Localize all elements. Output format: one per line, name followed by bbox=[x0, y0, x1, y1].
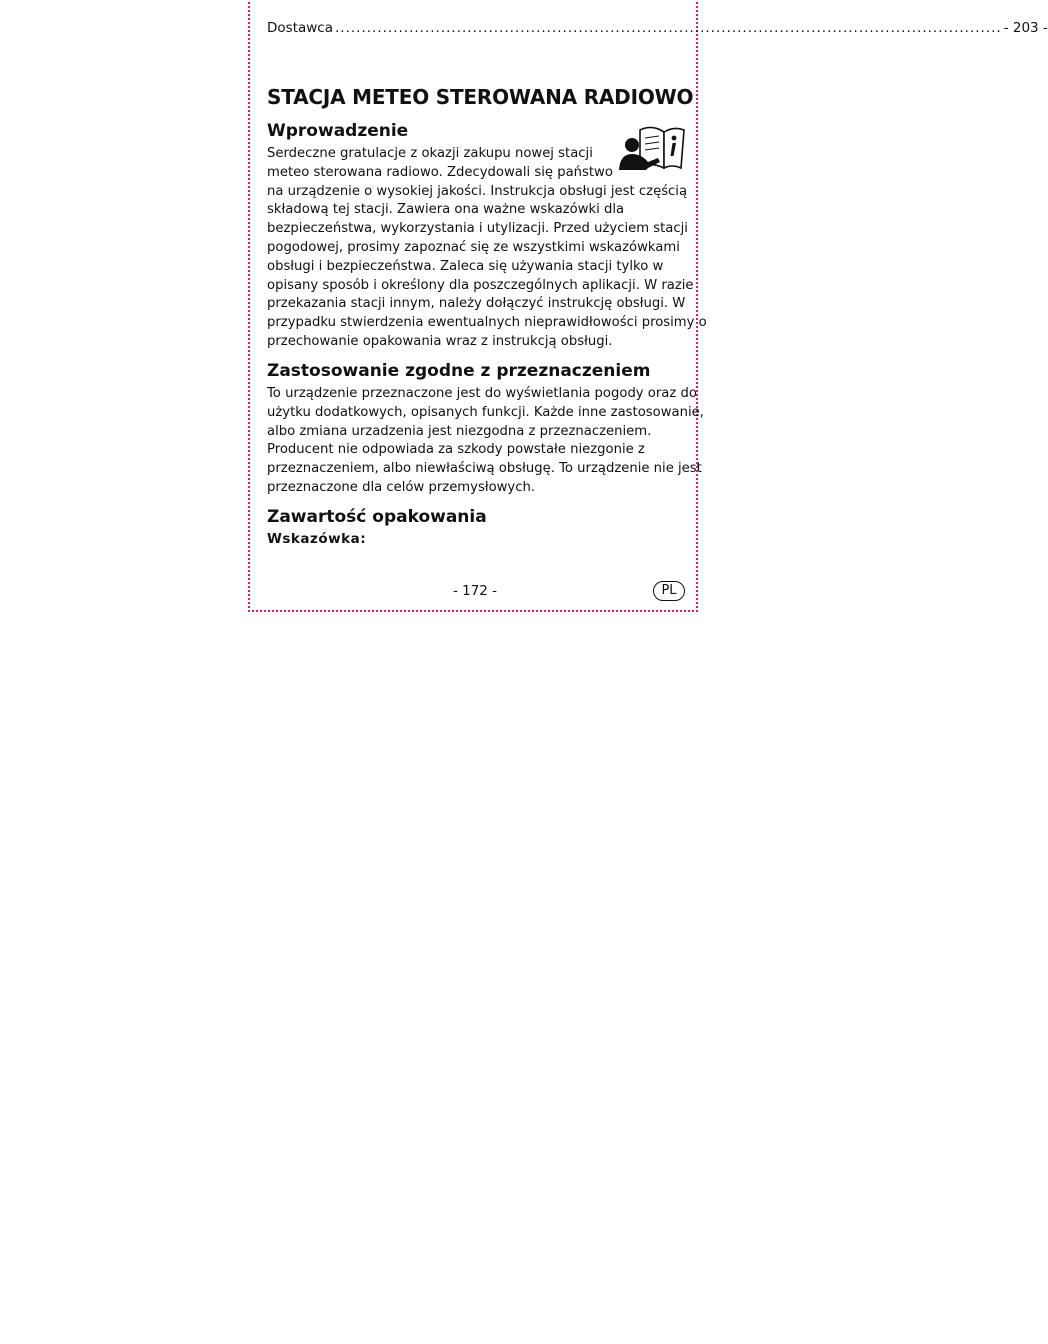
text-line: opisany sposób i określony dla poszczególnych aplikacji. W razie bbox=[267, 277, 694, 293]
text-line: To urządzenie przeznaczone jest do wyświetlania pogody oraz do bbox=[267, 386, 697, 401]
text-line: albo zmiana urzadzenia jest niezgodna z przeznaczeniem. bbox=[267, 423, 652, 439]
page-number: - 172 - bbox=[452, 583, 498, 599]
intro-paragraph bbox=[267, 145, 707, 352]
toc-leader-dots: .............................................................................................................................. bbox=[335, 20, 1002, 36]
section-heading-contents: Zawartość opakowania bbox=[267, 507, 487, 527]
note-label: Wskazówka: bbox=[267, 531, 367, 547]
text-line: przeznaczone dla celów przemysłowych. bbox=[267, 479, 536, 495]
text-line: składową tej stacji. Zawiera ona ważne wskazówki dla bbox=[267, 202, 625, 218]
manual-page bbox=[248, 0, 1048, 612]
text-line: obsługi i bezpieczeństwa. Zaleca się używania stacji tylko w bbox=[267, 258, 664, 274]
text-line: Producent nie odpowiada za szkody powstałe niezgonie z bbox=[267, 442, 645, 458]
text-line: przeznaczeniem, albo niewłaściwą obsługę. To urządzenie nie jest bbox=[267, 461, 702, 477]
text-line: bezpieczeństwa, wykorzystania i utylizacji. Przed użyciem stacji bbox=[267, 221, 688, 237]
section-heading-usage: Zastosowanie zgodne z przeznaczeniem bbox=[267, 361, 651, 381]
text-line: na urządzenie o wysokiej jakości. Instrukcja obsługi jest częścią bbox=[267, 183, 688, 199]
text-line: Serdeczne gratulacje z okazji zakupu nowej stacji bbox=[267, 146, 593, 161]
text-line: przechowanie opakowania wraz z instrukcją obsługi. bbox=[267, 333, 613, 349]
toc-entry bbox=[267, 20, 1048, 36]
text-line: meteo sterowana radiowo. Zdecydowali się państwo bbox=[267, 164, 613, 180]
text-line: pogodowej, prosimy zapoznać się ze wszystkimi wskazówkami bbox=[267, 239, 680, 255]
page-title: STACJA METEO STEROWANA RADIOWO bbox=[267, 85, 694, 109]
text-line: użytku dodatkowych, opisanych funkcji. Każde inne zastosowanie, bbox=[267, 404, 704, 420]
text-line: przypadku stwierdzenia ewentualnych nieprawidłowości prosimy o bbox=[267, 315, 707, 331]
toc-label: Dostawca bbox=[267, 20, 333, 36]
language-badge: PL bbox=[653, 581, 685, 601]
text-line: przekazania stacji innym, należy dołączyć instrukcję obsługi. W bbox=[267, 296, 686, 312]
toc-page: - 203 - bbox=[1003, 20, 1048, 36]
usage-paragraph bbox=[267, 385, 704, 498]
section-heading-intro: Wprowadzenie bbox=[267, 121, 409, 141]
